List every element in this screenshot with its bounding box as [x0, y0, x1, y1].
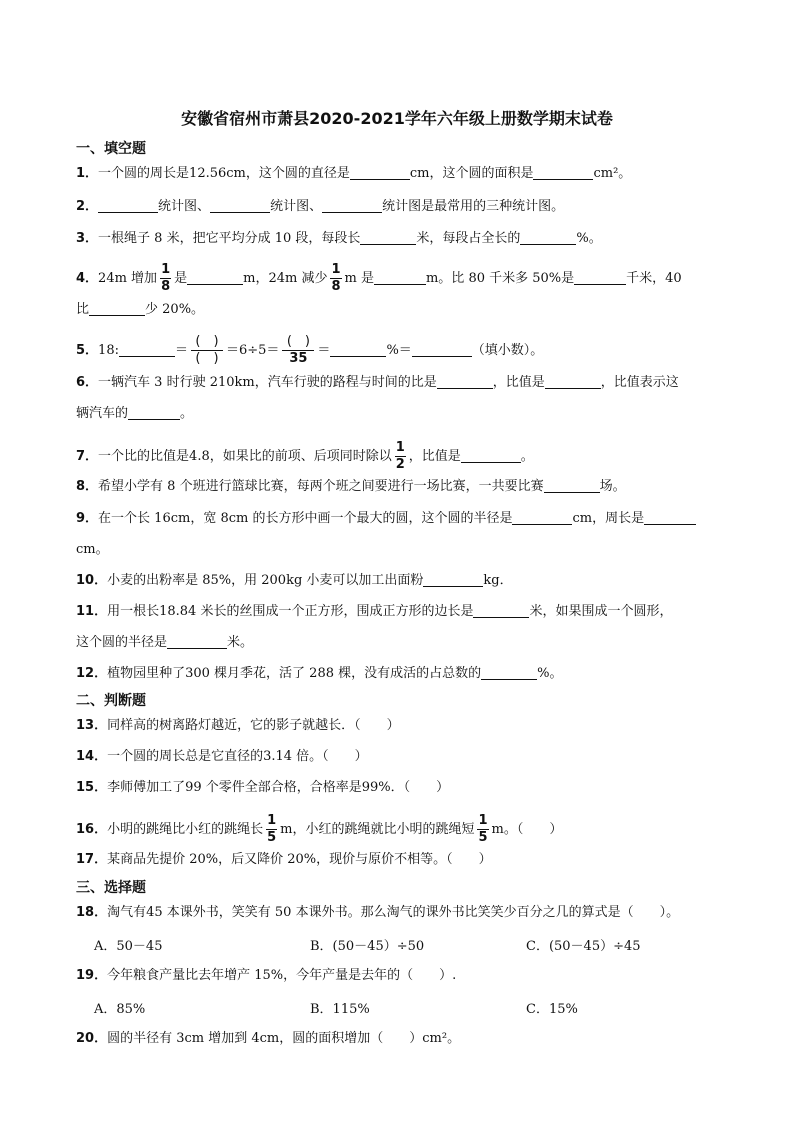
question-9-cont: cm。	[76, 542, 109, 557]
section-fill-in: 一、填空题	[76, 141, 146, 157]
question-6-cont: 辆汽车的 。	[76, 406, 194, 421]
answer-blank[interactable]	[481, 665, 537, 680]
answer-blank[interactable]	[128, 405, 180, 420]
answer-blank[interactable]	[545, 374, 601, 389]
question-14: 14．一个圆的周长总是它直径的3.14 倍。（ ）	[76, 749, 368, 764]
answer-blank[interactable]	[374, 270, 426, 285]
question-2: 2． 统计图、 统计图、 统计图是最常用的三种统计图。	[76, 199, 565, 214]
answer-blank[interactable]	[544, 478, 600, 493]
question-19: 19．今年粮食产量比去年增产 15%，今年产量是去年的（ ）.	[76, 968, 457, 983]
section-multiple-choice: 三、选择题	[76, 880, 146, 896]
answer-blank[interactable]	[98, 198, 158, 213]
fraction: $\frac{1}{5}$	[267, 813, 277, 845]
question-16: 16．小明的跳绳比小红的跳绳长 $\frac{1}{5}$ m，小红的跳绳就比小明的跳绳短 $\frac{1}{5}$ m。（ ）	[76, 813, 563, 845]
question-8: 8．希望小学有 8 个班进行篮球比赛，每两个班之间要进行一场比赛，一共要比赛 场。	[76, 479, 626, 494]
question-9: 9．在一个长 16cm，宽 8cm 的长方形中画一个最大的圆，这个圆的半径是 cm，周长是	[76, 509, 746, 529]
fraction: $\frac{( )}{35}$	[282, 334, 314, 367]
answer-blank[interactable]	[89, 301, 145, 316]
question-20: 20．圆的半径有 3cm 增加到 4cm，圆的面积增加（ ）cm²。	[76, 1031, 461, 1046]
fraction: $\frac{1}{5}$	[478, 813, 488, 845]
answer-blank[interactable]	[533, 165, 593, 180]
answer-blank[interactable]	[330, 342, 386, 357]
answer-blank[interactable]	[512, 510, 572, 525]
page-title: 安徽省宿州市萧县2020-2021学年六年级上册数学期末试卷	[181, 109, 613, 128]
option-19-b[interactable]: B．115%	[310, 1002, 370, 1017]
option-18-b[interactable]: B．(50－45）÷50	[310, 939, 425, 954]
question-11-cont: 这个圆的半径是 米。	[76, 635, 254, 650]
option-18-c[interactable]: C．(50－45）÷45	[526, 939, 641, 954]
answer-blank[interactable]	[574, 270, 626, 285]
answer-blank[interactable]	[437, 374, 493, 389]
answer-blank[interactable]	[461, 448, 521, 463]
option-19-a[interactable]: A．85%	[94, 1002, 146, 1017]
question-4: 4．24m 增加 $\frac{1}{8}$ 是 m，24m 减少 $\frac{1}{8}$ m 是 m。比 80 千米多 50%是 千米，40	[76, 262, 682, 294]
question-17: 17．某商品先提价 20%，后又降价 20%，现价与原价不相等。（ ）	[76, 852, 492, 867]
answer-blank[interactable]	[412, 342, 472, 357]
answer-blank[interactable]	[322, 198, 382, 213]
answer-blank[interactable]	[473, 603, 529, 618]
question-5: 5．18: ＝ $\frac{( )}{( )}$ ＝6÷5＝ $\frac{( )}{35}$ ＝ %＝ （填小数）。	[76, 334, 544, 366]
question-1: 1．一个圆的周长是12.56cm，这个圆的直径是 cm，这个圆的面积是 cm²。	[76, 166, 632, 181]
question-15: 15．李师傅加工了99 个零件全部合格，合格率是99%．（ ）	[76, 780, 450, 795]
answer-blank[interactable]	[167, 634, 227, 649]
answer-blank[interactable]	[520, 230, 576, 245]
answer-blank[interactable]	[423, 572, 483, 587]
fraction: $\frac{( )}{( )}$	[191, 334, 223, 367]
fraction: $\frac{1}{2}$	[395, 440, 405, 472]
question-10: 10．小麦的出粉率是 85%，用 200kg 小麦可以加工出面粉 kg．	[76, 573, 513, 588]
option-18-a[interactable]: A．50－45	[94, 939, 163, 954]
question-18: 18．淘气有45 本课外书，笑笑有 50 本课外书。那么淘气的课外书比笑笑少百分之几的算式是（ ）。	[76, 905, 680, 920]
question-3: 3．一根绳子 8 米，把它平均分成 10 段，每段长 米，每段占全长的 %。	[76, 231, 602, 246]
option-19-c[interactable]: C．15%	[526, 1002, 578, 1017]
question-12: 12．植物园里种了300 棵月季花，活了 288 棵，没有成活的占总数的 %。	[76, 666, 563, 681]
answer-blank[interactable]	[644, 510, 696, 525]
answer-blank[interactable]	[187, 270, 243, 285]
question-11: 11．用一根长18.84 米长的丝围成一个正方形，围成正方形的边长是 米，如果围成一个圆形，	[76, 604, 673, 619]
question-13: 13．同样高的树离路灯越近，它的影子就越长．（ ）	[76, 718, 400, 733]
answer-blank[interactable]	[119, 342, 175, 357]
question-7: 7．一个比的比值是4.8，如果比的前项、后项同时除以 $\frac{1}{2}$ ，比值是 。	[76, 440, 534, 472]
section-true-false: 二、判断题	[76, 693, 146, 709]
question-4-cont: 比 少 20%。	[76, 302, 205, 317]
answer-blank[interactable]	[350, 165, 410, 180]
fraction: $\frac{1}{8}$	[161, 262, 171, 294]
answer-blank[interactable]	[360, 230, 416, 245]
answer-blank[interactable]	[210, 198, 270, 213]
question-6: 6．一辆汽车 3 时行驶 210km，汽车行驶的路程与时间的比是 ，比值是 ，比值表示这	[76, 375, 679, 390]
fraction: $\frac{1}{8}$	[331, 262, 341, 294]
